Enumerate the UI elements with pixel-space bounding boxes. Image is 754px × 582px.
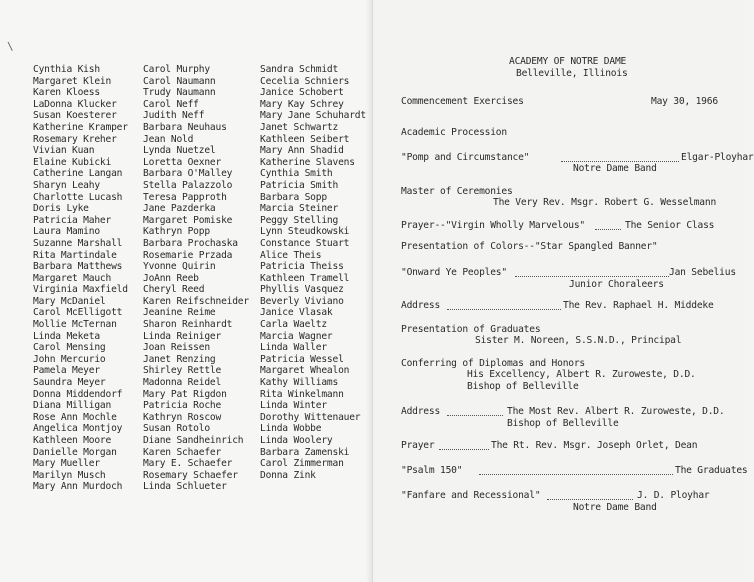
graduate-name: Suzanne Marshall bbox=[33, 237, 123, 249]
graduate-name: Loretta Oexner bbox=[143, 156, 222, 168]
graduate-name: Donna Zink bbox=[260, 469, 316, 481]
graduate-name: Linda Waller bbox=[260, 342, 327, 354]
right-page bbox=[372, 0, 754, 582]
graduate-name: Stella Palazzolo bbox=[143, 179, 233, 191]
graduate-name: Shirley Rettle bbox=[143, 365, 222, 377]
prayer2-name: The Rt. Rev. Msgr. Joseph Orlet, Dean bbox=[491, 440, 698, 451]
graduate-name: Linda Wobbe bbox=[260, 423, 322, 435]
graduate-name: Barbara Sopp bbox=[260, 191, 327, 203]
prayer1-label: Prayer--"Virgin Wholly Marvelous" bbox=[401, 220, 586, 231]
onward-composer: Jan Sebelius bbox=[669, 267, 736, 278]
left-page bbox=[0, 0, 372, 582]
fanfare-composer: J. D. Ployhar bbox=[637, 490, 710, 501]
graduate-name: Constance Stuart bbox=[260, 237, 350, 249]
graduate-name: Laura Mamino bbox=[33, 226, 100, 238]
graduate-name: Yvonne Quirin bbox=[143, 261, 216, 273]
graduate-name: Karen Schaefer bbox=[143, 446, 222, 458]
graduate-name: Carla Waeltz bbox=[260, 319, 327, 331]
graduate-name: Teresa Papproth bbox=[143, 191, 227, 203]
graduate-name: Kathleen Moore bbox=[33, 435, 112, 446]
graduate-name: Phyllis Vasquez bbox=[260, 284, 344, 296]
graduate-name: Kathleen Tramell bbox=[260, 272, 350, 284]
graduate-name: Doris Lyke bbox=[33, 203, 89, 215]
graduate-name: Kathleen Seibert bbox=[260, 133, 350, 145]
graduate-name: Danielle Morgan bbox=[33, 446, 117, 458]
graduate-name: Trudy Naumann bbox=[143, 87, 216, 99]
graduate-name: Margaret Klein bbox=[33, 75, 112, 87]
leader-dots bbox=[439, 440, 489, 450]
graduate-column-1 bbox=[33, 64, 128, 493]
event-title: Commencement Exercises bbox=[401, 96, 524, 107]
graduate-name: Dorothy Wittenauer bbox=[260, 411, 361, 423]
graduate-name: Patricia Wessel bbox=[260, 353, 344, 365]
graduate-name: Barbara O'Malley bbox=[143, 168, 233, 180]
graduate-name: Judith Neff bbox=[143, 110, 205, 122]
graduate-name: Katherine Kramper bbox=[33, 121, 128, 133]
graduate-column-3 bbox=[260, 64, 366, 481]
graduate-name: Barbara Prochaska bbox=[143, 237, 238, 249]
graduate-name: Charlotte Lucash bbox=[33, 191, 123, 203]
graduate-name: Patricia Theiss bbox=[260, 261, 344, 273]
graduate-name: Barbara Zamenski bbox=[260, 446, 350, 458]
graduate-name: Marcia Wagner bbox=[260, 330, 333, 342]
graduate-name: Carol Zimmerman bbox=[260, 458, 344, 470]
graduate-name: Susan Rotolo bbox=[143, 423, 210, 435]
school-name: ACADEMY OF NOTRE DAME bbox=[509, 56, 627, 67]
leader-dots bbox=[447, 406, 503, 416]
leader-dots bbox=[479, 465, 673, 475]
graduate-name: Janet Renzing bbox=[143, 353, 216, 365]
graduate-name: Diane Sandheinrich bbox=[143, 435, 244, 446]
fanfare-performer: Notre Dame Band bbox=[573, 502, 657, 513]
graduate-name: John Mercurio bbox=[33, 353, 106, 365]
pomp-title: "Pomp and Circumstance" bbox=[401, 152, 530, 163]
graduate-name: Rosemary Schaefer bbox=[143, 469, 238, 481]
school-location: Belleville, Illinois bbox=[516, 68, 628, 79]
graduate-name: Linda Reiniger bbox=[143, 330, 222, 342]
graduate-name: Mary Kay Schrey bbox=[260, 98, 344, 110]
graduate-name: Mary Mueller bbox=[33, 458, 100, 470]
graduates-label: Presentation of Graduates bbox=[401, 324, 541, 335]
graduate-name: Rosemarie Przada bbox=[143, 249, 233, 261]
graduate-name: Barbara Neuhaus bbox=[143, 121, 227, 133]
leader-dots bbox=[447, 300, 561, 310]
psalm-title: "Psalm 150" bbox=[401, 465, 463, 476]
graduate-name: Lynn Steudkowski bbox=[260, 226, 350, 238]
graduate-name: Madonna Reidel bbox=[143, 377, 222, 389]
graduate-name: Karen Reifschneider bbox=[143, 295, 249, 307]
graduate-name: Jane Pazderka bbox=[143, 203, 216, 215]
graduate-name: Carol McElligott bbox=[33, 307, 123, 319]
graduate-name: Patricia Roche bbox=[143, 400, 222, 412]
graduate-name: Cynthia Kish bbox=[33, 64, 100, 75]
margin-mark: \ bbox=[7, 40, 14, 53]
graduate-name: Linda Meketa bbox=[33, 330, 100, 342]
graduate-name: Vivian Kuan bbox=[33, 145, 95, 157]
graduate-name: Catherine Langan bbox=[33, 168, 123, 180]
graduate-name: Mary Pat Rigdon bbox=[143, 388, 227, 400]
graduate-name: Saundra Meyer bbox=[33, 377, 106, 389]
address2-label: Address bbox=[401, 406, 441, 417]
graduate-name: Mary Ann Murdoch bbox=[33, 481, 123, 493]
graduate-name: Janet Schwartz bbox=[260, 121, 339, 133]
address1-label: Address bbox=[401, 300, 441, 311]
graduate-name: Carol Naumann bbox=[143, 75, 216, 87]
prayer1-performer: The Senior Class bbox=[625, 220, 715, 231]
address1-name: The Rev. Raphael H. Middeke bbox=[563, 300, 714, 311]
graduate-name: JoAnn Reeb bbox=[143, 272, 199, 284]
graduate-name: LaDonna Klucker bbox=[33, 98, 117, 110]
psalm-performer: The Graduates bbox=[675, 465, 748, 476]
graduate-name: Linda Woolery bbox=[260, 435, 333, 446]
graduate-name: Barbara Matthews bbox=[33, 261, 123, 273]
graduate-name: Patricia Smith bbox=[260, 179, 339, 191]
academic-procession: Academic Procession bbox=[401, 127, 507, 138]
graduate-name: Jean Nold bbox=[143, 133, 194, 145]
graduate-name: Margaret Mauch bbox=[33, 272, 112, 284]
graduate-name: Rosemary Kreher bbox=[33, 133, 117, 145]
graduate-name: Cynthia Smith bbox=[260, 168, 333, 180]
fanfare-title: "Fanfare and Recessional" bbox=[401, 490, 541, 501]
graduate-name: Kathryn Roscow bbox=[143, 411, 222, 423]
graduate-name: Margaret Whealon bbox=[260, 365, 350, 377]
graduate-name: Mary McDaniel bbox=[33, 295, 106, 307]
graduate-name: Alice Theis bbox=[260, 249, 322, 261]
graduate-name: Karen Kloess bbox=[33, 87, 100, 99]
graduate-name: Mary Ann Shadid bbox=[260, 145, 344, 157]
graduate-name: Cecelia Schniers bbox=[260, 75, 350, 87]
graduate-name: Mary Jane Schuhardt bbox=[260, 110, 366, 122]
prayer2-label: Prayer bbox=[401, 440, 435, 451]
onward-title: "Onward Ye Peoples" bbox=[401, 267, 507, 278]
graduate-name: Mollie McTernan bbox=[33, 319, 117, 331]
address2-name1: The Most Rev. Albert R. Zuroweste, D.D. bbox=[507, 406, 725, 417]
graduate-name: Virginia Maxfield bbox=[33, 284, 128, 296]
diplomas-label: Conferring of Diplomas and Honors bbox=[401, 358, 586, 369]
address2-name2: Bishop of Belleville bbox=[507, 418, 619, 429]
master-name: The Very Rev. Msgr. Robert G. Wesselmann bbox=[493, 197, 717, 208]
graduate-name: Rita Martindale bbox=[33, 249, 117, 261]
graduate-name: Kathryn Popp bbox=[143, 226, 210, 238]
graduate-name: Jeanine Reime bbox=[143, 307, 216, 319]
graduate-name: Diana Milligan bbox=[33, 400, 112, 412]
graduate-column-2 bbox=[143, 64, 249, 493]
graduate-name: Sharyn Leahy bbox=[33, 179, 100, 191]
graduate-name: Katherine Slavens bbox=[260, 156, 355, 168]
graduate-name: Susan Koesterer bbox=[33, 110, 117, 122]
leader-dots bbox=[561, 152, 679, 162]
graduate-name: Janice Vlasak bbox=[260, 307, 333, 319]
graduate-name: Sandra Schmidt bbox=[260, 64, 339, 75]
leader-dots bbox=[595, 220, 621, 230]
graduate-name: Beverly Viviano bbox=[260, 295, 344, 307]
graduate-name: Lynda Nuetzel bbox=[143, 145, 216, 157]
graduate-name: Peggy Stelling bbox=[260, 214, 339, 226]
master-label: Master of Ceremonies bbox=[401, 186, 513, 197]
graduate-name: Kathy Williams bbox=[260, 377, 339, 389]
graduate-name: Elaine Kubicki bbox=[33, 156, 112, 168]
graduate-name: Pamela Meyer bbox=[33, 365, 100, 377]
pomp-composer: Elgar-Ployhar bbox=[681, 152, 754, 163]
graduate-name: Mary E. Schaefer bbox=[143, 458, 233, 470]
diplomas-name1: His Excellency, Albert R. Zuroweste, D.D. bbox=[467, 369, 696, 380]
graduate-name: Linda Schlueter bbox=[143, 481, 227, 493]
graduate-name: Rita Winkelmann bbox=[260, 388, 344, 400]
graduate-name: Rose Ann Mochle bbox=[33, 411, 117, 423]
graduate-name: Carol Mensing bbox=[33, 342, 106, 354]
pomp-performer: Notre Dame Band bbox=[573, 163, 657, 174]
leader-dots bbox=[547, 490, 633, 500]
graduate-name: Sharon Reinhardt bbox=[143, 319, 233, 331]
event-date: May 30, 1966 bbox=[651, 96, 718, 107]
graduate-name: Patricia Maher bbox=[33, 214, 112, 226]
graduate-name: Marcia Steiner bbox=[260, 203, 339, 215]
graduates-name: Sister M. Noreen, S.S.N.D., Principal bbox=[475, 335, 682, 346]
graduate-name: Linda Winter bbox=[260, 400, 327, 412]
leader-dots bbox=[515, 267, 669, 277]
graduate-name: Donna Middendorf bbox=[33, 388, 123, 400]
graduate-name: Cheryl Reed bbox=[143, 284, 205, 296]
graduate-name: Janice Schobert bbox=[260, 87, 344, 99]
graduate-name: Margaret Pomiske bbox=[143, 214, 233, 226]
graduate-name: Angelica Montjoy bbox=[33, 423, 123, 435]
onward-performer: Junior Choraleers bbox=[569, 279, 664, 290]
graduate-name: Joan Reissen bbox=[143, 342, 210, 354]
graduate-name: Marilyn Musch bbox=[33, 469, 106, 481]
diplomas-name2: Bishop of Belleville bbox=[467, 381, 579, 392]
graduate-name: Carol Neff bbox=[143, 98, 199, 110]
graduate-name: Carol Murphy bbox=[143, 64, 210, 75]
colors: Presentation of Colors--"Star Spangled Banner" bbox=[401, 241, 658, 252]
